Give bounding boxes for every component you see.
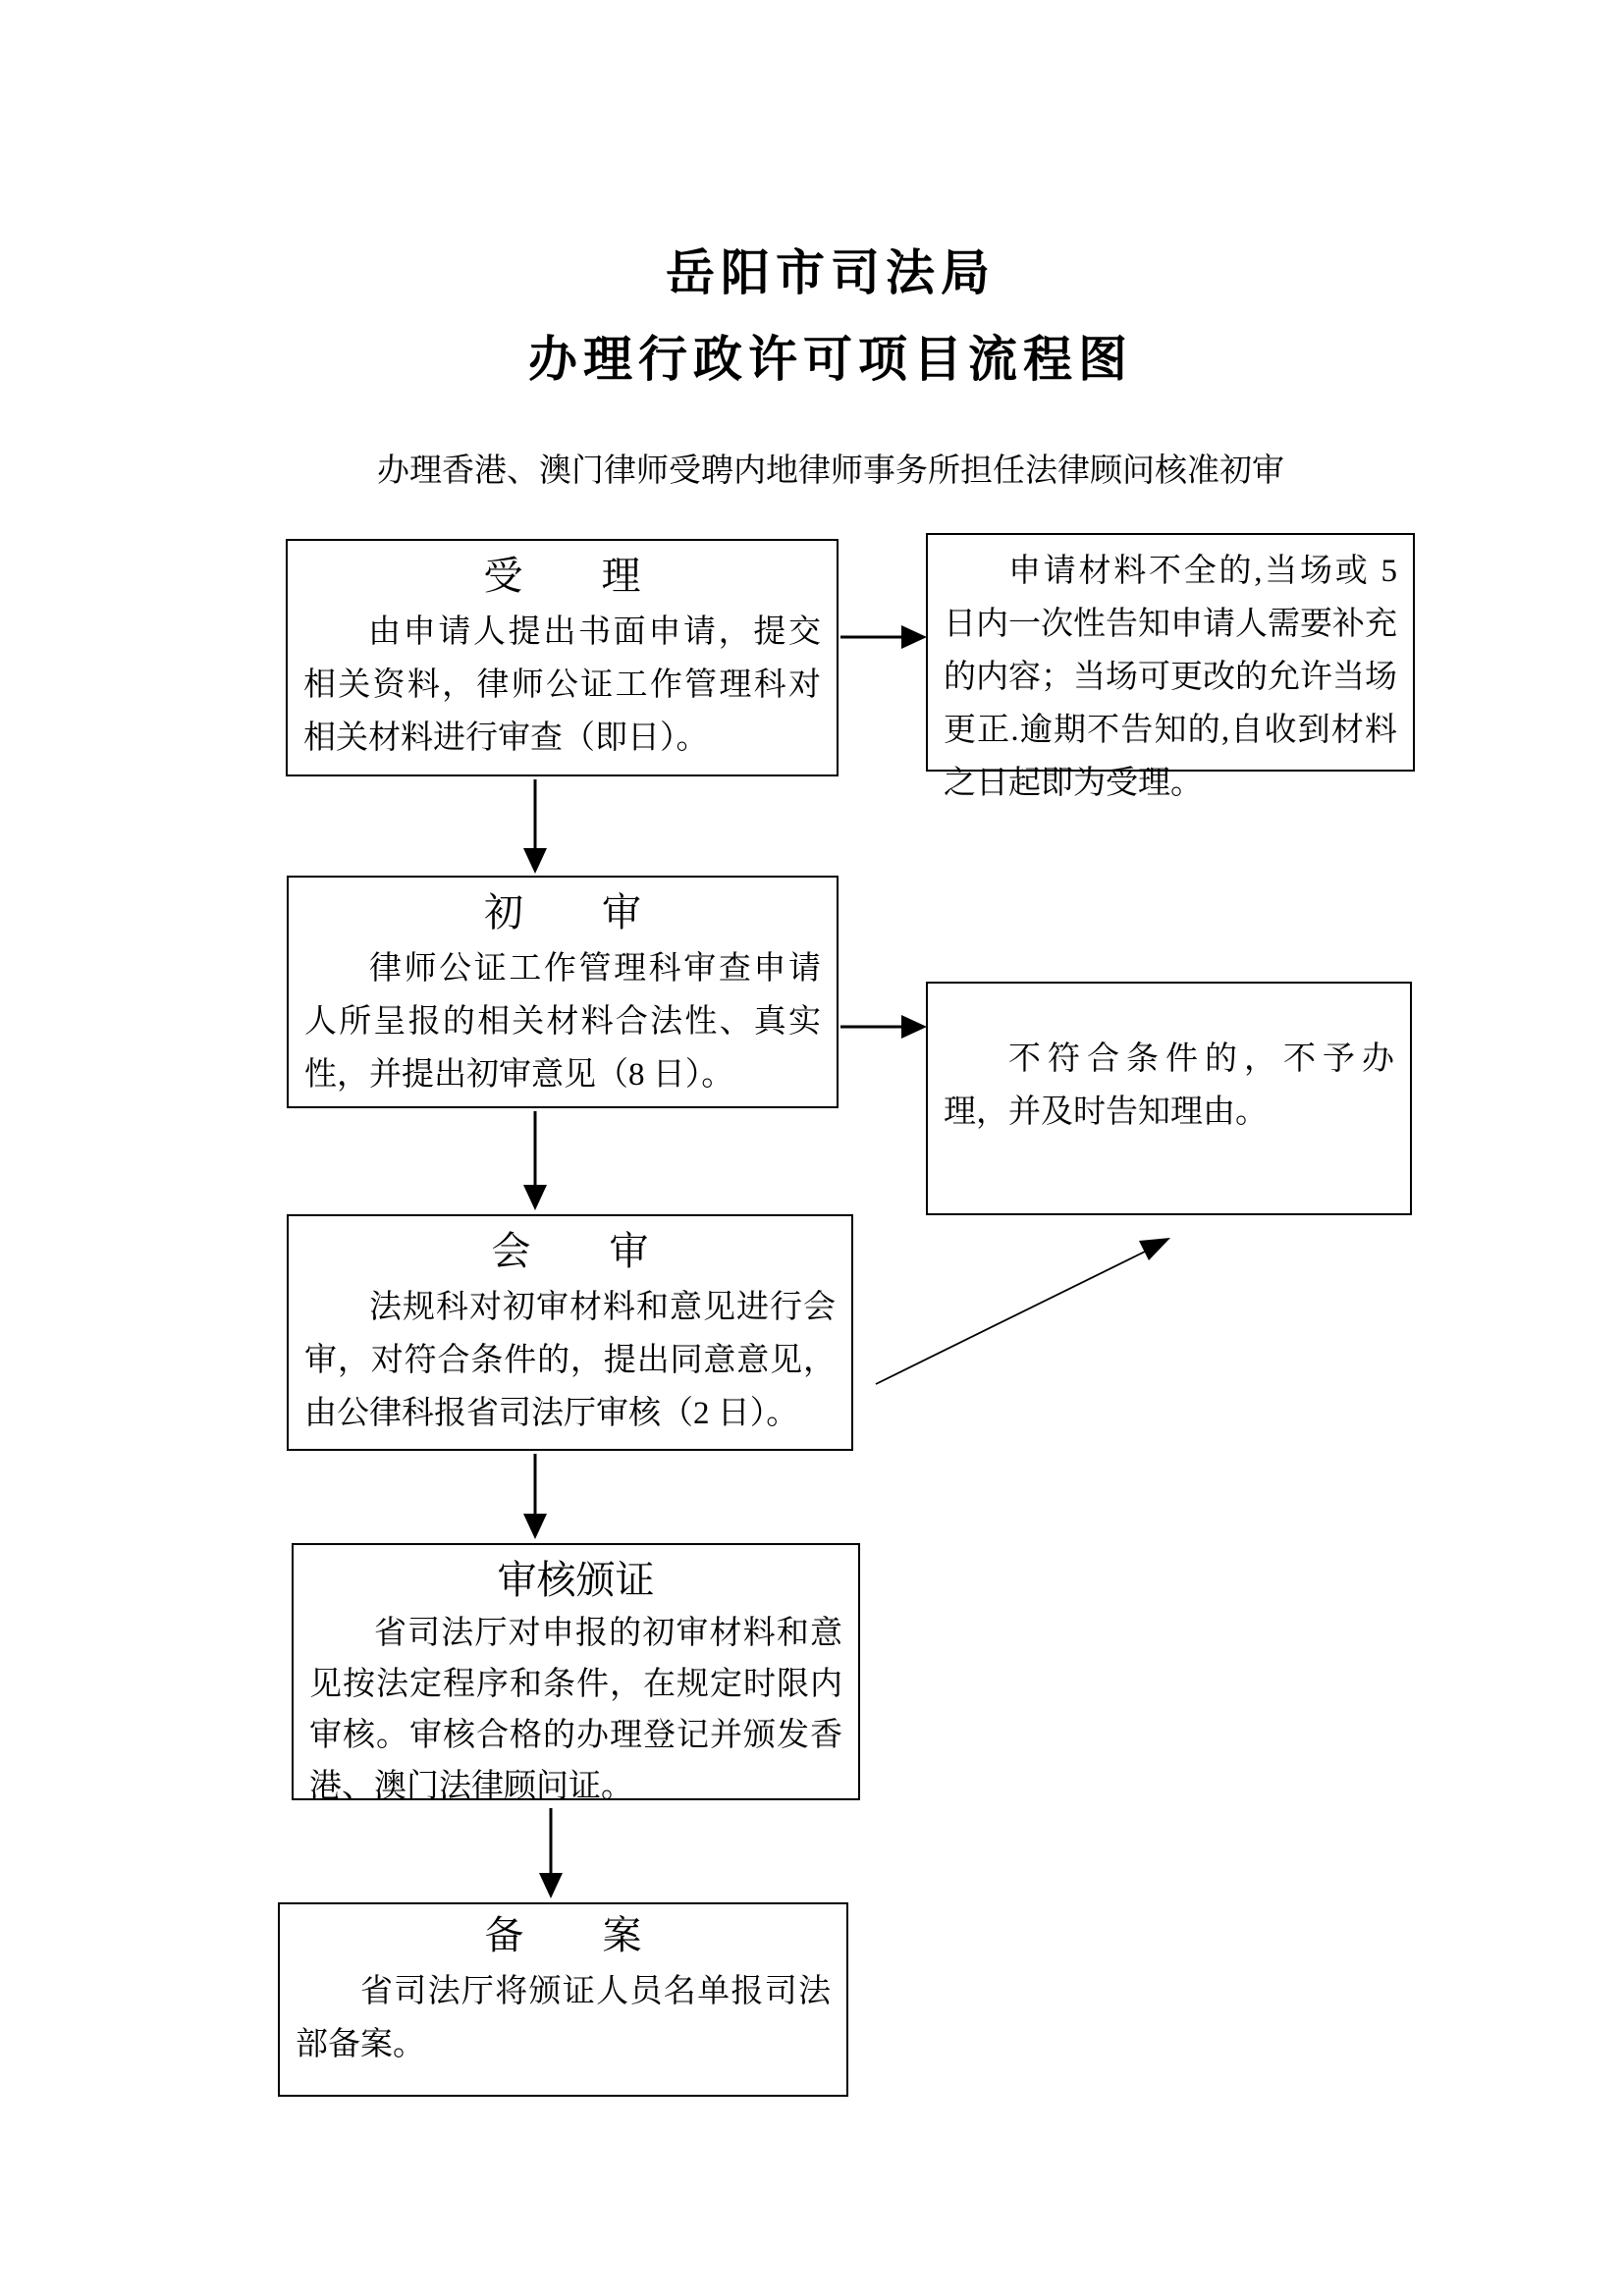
flow-step-acceptance-body: 由申请人提出书面申请，提交相关资料，律师公证工作管理科对相关材料进行审查（即日）。	[303, 614, 821, 756]
note-rejection-body: 不符合条件的，不予办理，并及时告知理由。	[944, 1041, 1394, 1130]
arrow-joint-to-certification-icon	[523, 1454, 547, 1539]
arrow-certification-to-filing-icon	[539, 1808, 563, 1898]
flow-step-preliminary-review	[287, 876, 839, 1108]
flow-step-preliminary-review-body: 律师公证工作管理科审查申请人所呈报的相关材料合法性、真实性，并提出初审意见（8 日）。	[304, 951, 821, 1093]
flow-step-acceptance	[286, 539, 839, 776]
document-subtitle: 办理香港、澳门律师受聘内地律师事务所担任法律顾问核准初审	[377, 454, 1284, 489]
note-incomplete-materials-body: 申请材料不全的,当场或 5 日内一次性告知申请人需要补充的内容；当场可更改的允许当场更正.逾期不告知的,自收到材料之日起即为受理。	[944, 554, 1397, 801]
flow-step-filing-title: 备 案	[484, 1913, 642, 1957]
arrow-preliminary-to-joint-icon	[523, 1111, 547, 1210]
flow-step-acceptance-title: 受 理	[483, 554, 641, 598]
flow-step-review-certification-title: 审核颁证	[497, 1558, 655, 1602]
document-title-line1: 岳阳市司法局	[666, 245, 996, 300]
flow-step-joint-review-body: 法规科对初审材料和意见进行会审，对符合条件的，提出同意意见，由公律科报省司法厅审核（2 日）。	[304, 1290, 836, 1431]
note-incomplete-materials	[926, 533, 1415, 801]
note-rejection	[926, 982, 1412, 1215]
flow-step-joint-review	[287, 1214, 853, 1451]
document-title-line2: 办理行政许可项目流程图	[528, 332, 1133, 387]
arrow-acceptance-to-preliminary-icon	[523, 779, 547, 874]
flow-step-review-certification-body: 省司法厅对申报的初审材料和意见按法定程序和条件，在规定时限内审核。审核合格的办理登记并颁发香港、澳门法律顾问证。	[309, 1616, 842, 1804]
flow-step-preliminary-review-title: 初 审	[484, 890, 641, 934]
arrow-joint-to-rejection-icon	[876, 1238, 1170, 1384]
flow-step-filing-body: 省司法厅将颁证人员名单报司法部备案。	[296, 1974, 831, 2062]
arrow-acceptance-to-note-icon	[840, 625, 927, 649]
arrow-preliminary-to-rejection-icon	[840, 1015, 927, 1039]
flow-step-joint-review-title: 会 审	[491, 1229, 649, 1273]
flow-step-filing	[278, 1902, 848, 2097]
flow-step-review-certification	[292, 1543, 860, 1804]
